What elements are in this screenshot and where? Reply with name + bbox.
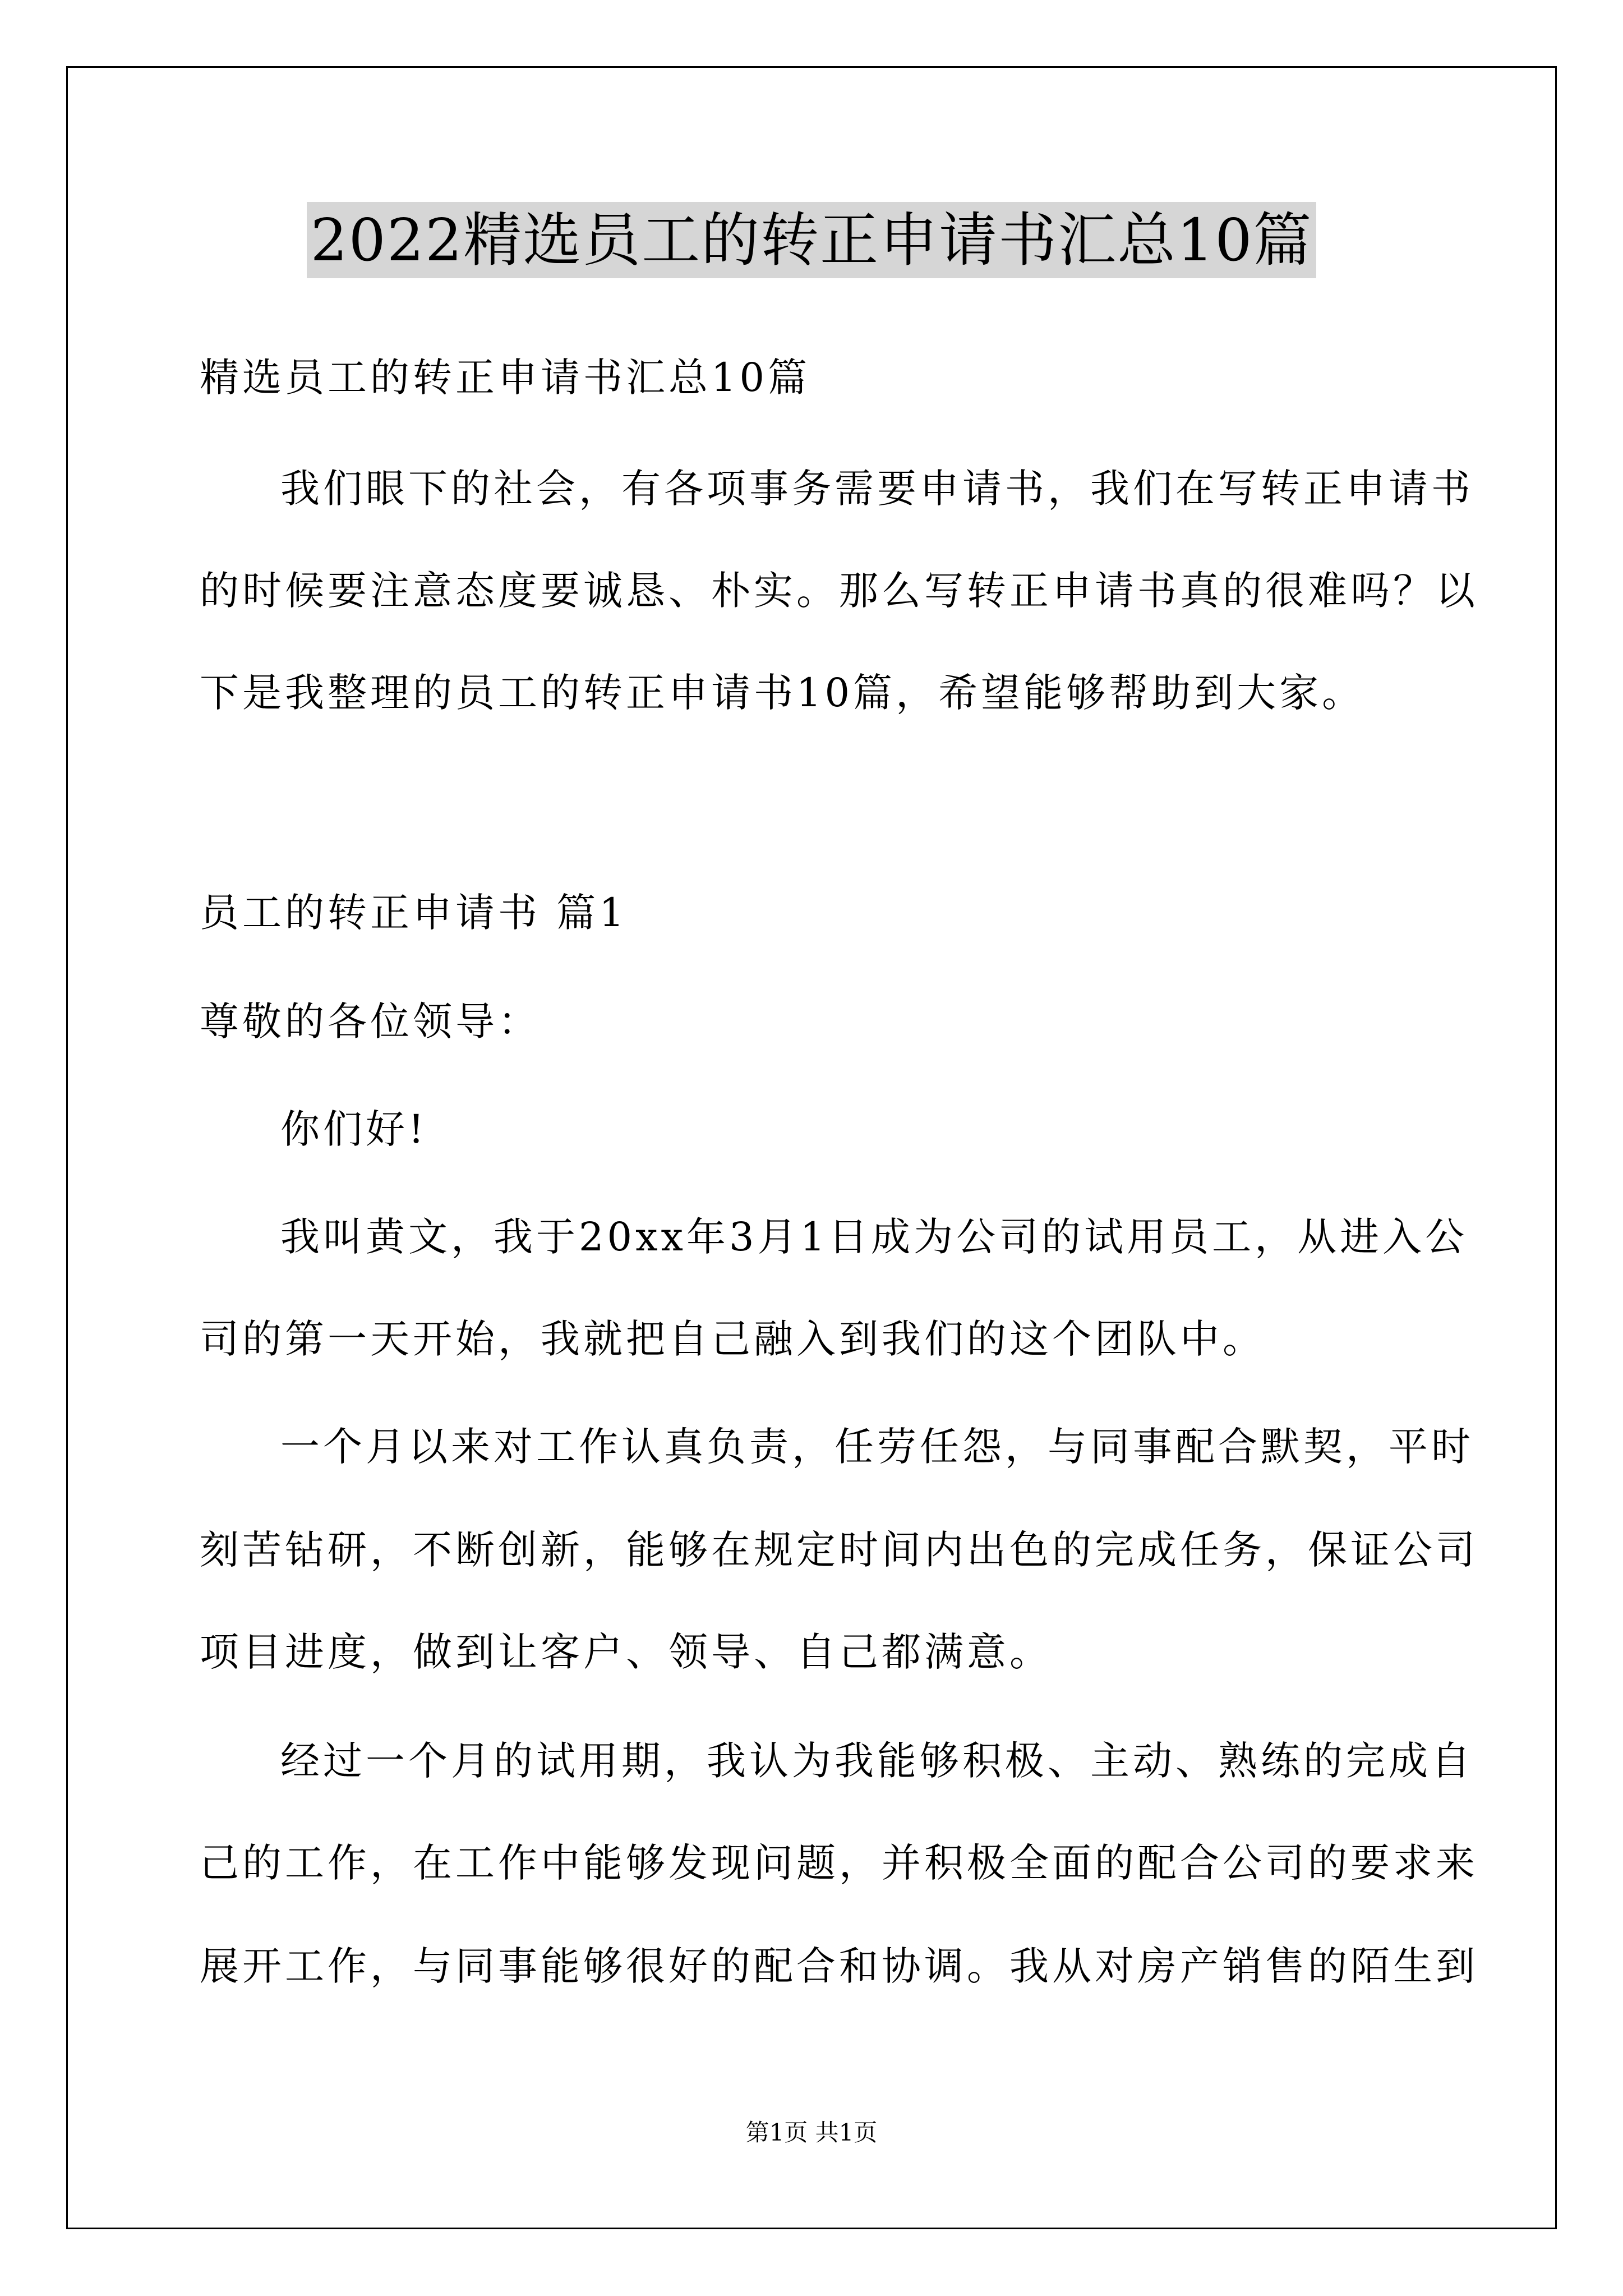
intro-line-2: 的时候要注意态度要诚恳、朴实。那么写转正申请书真的很难吗？以 <box>200 568 1478 614</box>
body-line-6: 经过一个月的试用期，我认为我能够积极、主动、熟练的完成自 <box>280 1738 1474 1784</box>
body-line-5: 项目进度，做到让客户、领导、自己都满意。 <box>200 1629 1052 1675</box>
title-container <box>0 202 1623 278</box>
body-line-4: 刻苦钻研，不断创新，能够在规定时间内出色的完成任务，保证公司 <box>200 1527 1478 1573</box>
greeting: 你们好! <box>280 1106 428 1152</box>
body-line-7: 己的工作，在工作中能够发现问题，并积极全面的配合公司的要求来 <box>200 1840 1478 1886</box>
body-line-2: 司的第一天开始，我就把自己融入到我们的这个团队中。 <box>200 1316 1265 1362</box>
body-line-3: 一个月以来对工作认真负责，任劳任怨，与同事配合默契，平时 <box>280 1424 1474 1470</box>
body-line-8: 展开工作，与同事能够很好的配合和协调。我从对房产销售的陌生到 <box>200 1943 1478 1989</box>
intro-line-3: 下是我整理的员工的转正申请书10篇，希望能够帮助到大家。 <box>200 670 1365 716</box>
page-footer: 第1页 共1页 <box>745 2119 878 2146</box>
subtitle: 精选员工的转正申请书汇总10篇 <box>200 355 811 401</box>
intro-line-1: 我们眼下的社会，有各项事务需要申请书，我们在写转正申请书 <box>280 466 1474 512</box>
document-title: 2022精选员工的转正申请书汇总10篇 <box>307 202 1316 278</box>
body-line-1: 我叫黄文，我于20xx年3月1日成为公司的试用员工，从进入公 <box>280 1214 1468 1260</box>
section-heading: 员工的转正申请书 篇1 <box>200 890 628 936</box>
salutation: 尊敬的各位领导： <box>200 999 541 1045</box>
